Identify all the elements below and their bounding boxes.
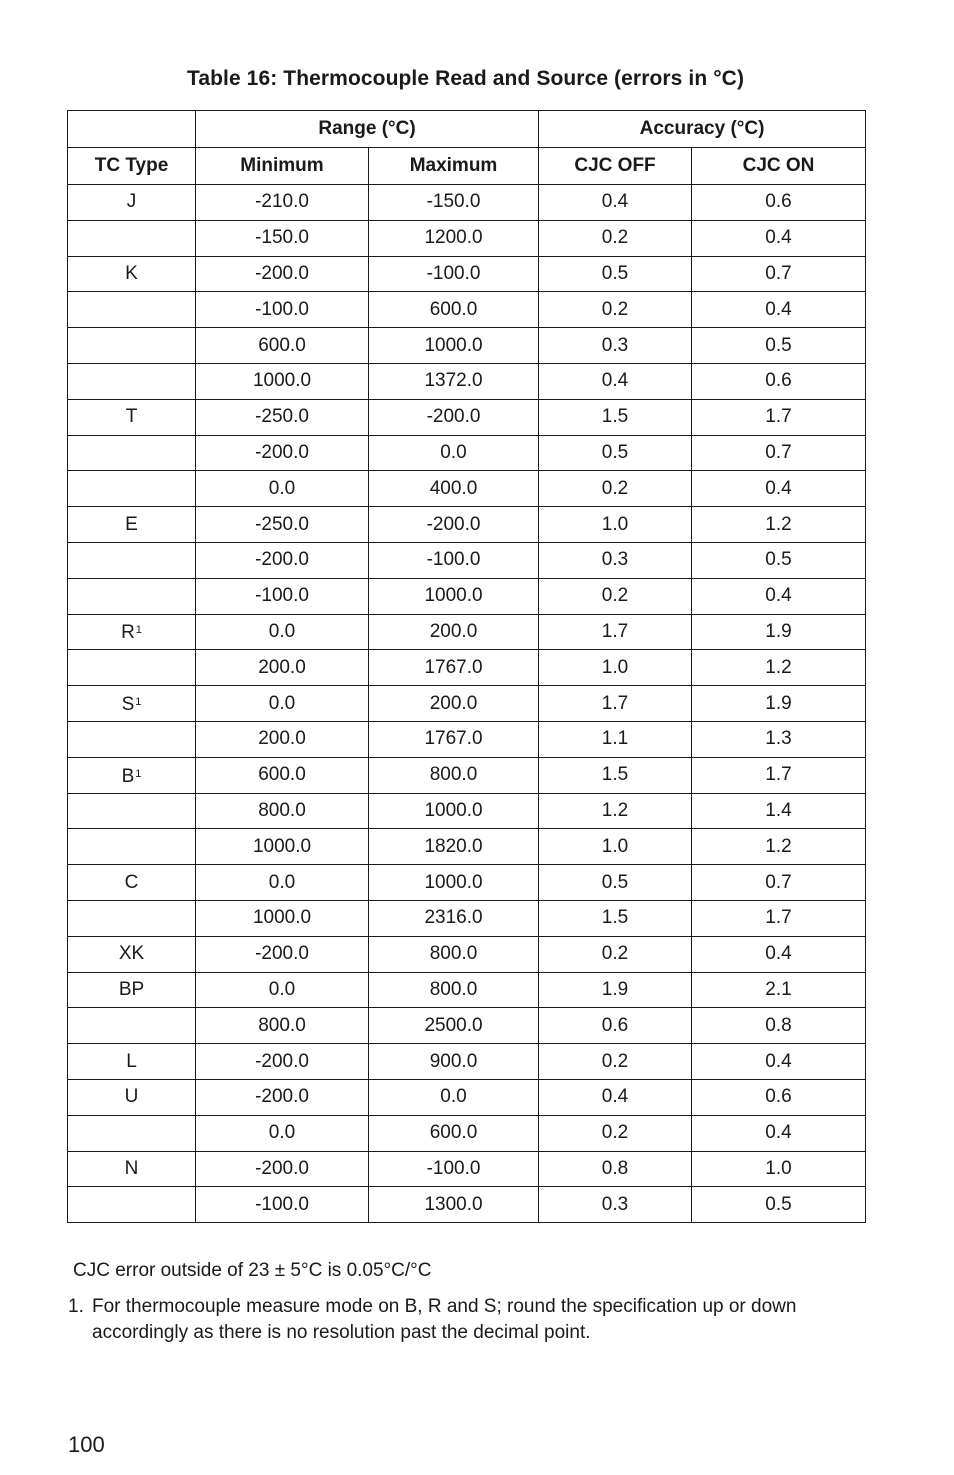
tc-type-label: L	[126, 1050, 137, 1072]
minimum-cell: 0.0	[196, 471, 369, 507]
cjc-off-cell: 1.0	[539, 507, 692, 543]
column-header-cjc-off: CJC OFF	[539, 148, 692, 185]
tc-type-label: K	[125, 262, 138, 284]
table-row	[68, 829, 866, 865]
tc-type-cell	[68, 972, 196, 1008]
cjc-on-cell: 2.1	[692, 972, 866, 1008]
cjc-error-note: CJC error outside of 23 ± 5°C is 0.05°C/°C	[73, 1260, 432, 1281]
cjc-off-cell: 0.6	[539, 1008, 692, 1044]
table-row	[68, 328, 866, 364]
cjc-off-cell: 1.7	[539, 686, 692, 722]
tc-type-cell	[68, 542, 196, 578]
minimum-cell: 0.0	[196, 972, 369, 1008]
table-row	[68, 972, 866, 1008]
cjc-off-cell: 0.2	[539, 936, 692, 972]
table-row	[68, 185, 866, 221]
tc-type-cell	[68, 256, 196, 292]
cjc-on-cell: 1.9	[692, 614, 866, 650]
minimum-cell: -200.0	[196, 1151, 369, 1187]
tc-type-cell	[68, 328, 196, 364]
cjc-off-cell: 0.5	[539, 256, 692, 292]
maximum-cell: 2500.0	[369, 1008, 539, 1044]
table-row	[68, 650, 866, 686]
tc-type-cell	[68, 757, 196, 793]
maximum-cell: 1372.0	[369, 363, 539, 399]
accuracy-group-header: Accuracy (°C)	[539, 111, 866, 148]
tc-type-label: J	[126, 191, 137, 213]
tc-type-cell	[68, 435, 196, 471]
tc-type-cell	[68, 399, 196, 435]
cjc-off-cell: 0.2	[539, 292, 692, 328]
minimum-cell: -100.0	[196, 1187, 369, 1223]
table-row	[68, 1151, 866, 1187]
tc-type-cell	[68, 471, 196, 507]
table-row	[68, 256, 866, 292]
maximum-cell: 800.0	[369, 936, 539, 972]
table-row	[68, 471, 866, 507]
tc-type-cell	[68, 936, 196, 972]
cjc-on-cell: 0.5	[692, 1187, 866, 1223]
footnote-marker: 1	[135, 767, 142, 780]
page-number: 100	[68, 1432, 105, 1457]
maximum-cell: 1000.0	[369, 578, 539, 614]
column-header-tc-type: TC Type	[68, 148, 196, 185]
column-header-maximum: Maximum	[369, 148, 539, 185]
maximum-cell: 1000.0	[369, 865, 539, 901]
footnote-marker: 1	[135, 624, 142, 637]
column-header-cjc-on: CJC ON	[692, 148, 866, 185]
maximum-cell: -100.0	[369, 542, 539, 578]
table-body	[68, 185, 866, 1223]
tc-type-cell	[68, 829, 196, 865]
cjc-on-cell: 0.4	[692, 936, 866, 972]
tc-type-label: T	[125, 406, 138, 428]
maximum-cell: 200.0	[369, 614, 539, 650]
cjc-off-cell: 1.0	[539, 829, 692, 865]
minimum-cell: 0.0	[196, 686, 369, 722]
tc-type-label: R	[121, 622, 135, 644]
table-row	[68, 435, 866, 471]
cjc-off-cell: 1.7	[539, 614, 692, 650]
cjc-off-cell: 1.9	[539, 972, 692, 1008]
table-row	[68, 399, 866, 435]
minimum-cell: 0.0	[196, 1115, 369, 1151]
tc-type-cell	[68, 1079, 196, 1115]
maximum-cell: 1767.0	[369, 650, 539, 686]
column-header-minimum: Minimum	[196, 148, 369, 185]
minimum-cell: 800.0	[196, 1008, 369, 1044]
table-row	[68, 721, 866, 757]
table-row	[68, 542, 866, 578]
tc-type-cell	[68, 650, 196, 686]
range-group-header: Range (°C)	[196, 111, 539, 148]
cjc-on-cell: 0.4	[692, 292, 866, 328]
cjc-on-cell: 1.0	[692, 1151, 866, 1187]
cjc-on-cell: 0.6	[692, 185, 866, 221]
tc-type-label: E	[125, 513, 138, 535]
minimum-cell: 200.0	[196, 721, 369, 757]
table-row	[68, 686, 866, 722]
table-title: Table 16: Thermocouple Read and Source (errors in °C)	[186, 67, 745, 90]
cjc-on-cell: 0.6	[692, 1079, 866, 1115]
cjc-off-cell: 0.2	[539, 471, 692, 507]
minimum-cell: 600.0	[196, 757, 369, 793]
minimum-cell: 1000.0	[196, 363, 369, 399]
maximum-cell: -150.0	[369, 185, 539, 221]
tc-type-label: U	[124, 1086, 139, 1108]
minimum-cell: -250.0	[196, 507, 369, 543]
maximum-cell: -100.0	[369, 256, 539, 292]
footnote-1-number: 1.	[68, 1296, 84, 1317]
tc-type-cell	[68, 686, 196, 722]
cjc-off-cell: 0.8	[539, 1151, 692, 1187]
cjc-off-cell: 1.5	[539, 399, 692, 435]
maximum-cell: 200.0	[369, 686, 539, 722]
cjc-on-cell: 1.7	[692, 900, 866, 936]
minimum-cell: -200.0	[196, 1044, 369, 1080]
tc-type-cell	[68, 721, 196, 757]
maximum-cell: 1767.0	[369, 721, 539, 757]
maximum-cell: 0.0	[369, 435, 539, 471]
tc-type-cell	[68, 292, 196, 328]
minimum-cell: 0.0	[196, 614, 369, 650]
cjc-off-cell: 1.2	[539, 793, 692, 829]
table-row	[68, 614, 866, 650]
cjc-off-cell: 0.2	[539, 578, 692, 614]
tc-type-cell	[68, 1151, 196, 1187]
minimum-cell: 1000.0	[196, 900, 369, 936]
cjc-on-cell: 0.7	[692, 256, 866, 292]
footnote-1	[68, 1294, 868, 1346]
cjc-on-cell: 1.7	[692, 757, 866, 793]
minimum-cell: -150.0	[196, 220, 369, 256]
tc-type-cell	[68, 900, 196, 936]
cjc-on-cell: 0.6	[692, 363, 866, 399]
maximum-cell: 900.0	[369, 1044, 539, 1080]
minimum-cell: -200.0	[196, 435, 369, 471]
table-row	[68, 1079, 866, 1115]
cjc-on-cell: 0.5	[692, 328, 866, 364]
cjc-off-cell: 0.4	[539, 185, 692, 221]
maximum-cell: -200.0	[369, 507, 539, 543]
cjc-on-cell: 1.4	[692, 793, 866, 829]
table-row	[68, 757, 866, 793]
cjc-on-cell: 1.9	[692, 686, 866, 722]
tc-type-cell	[68, 507, 196, 543]
cjc-off-cell: 0.5	[539, 865, 692, 901]
table-row	[68, 936, 866, 972]
maximum-cell: 1200.0	[369, 220, 539, 256]
minimum-cell: 600.0	[196, 328, 369, 364]
tc-type-label: BP	[118, 978, 145, 1000]
cjc-on-cell: 0.4	[692, 1044, 866, 1080]
cjc-off-cell: 1.5	[539, 757, 692, 793]
cjc-off-cell: 0.5	[539, 435, 692, 471]
cjc-off-cell: 0.3	[539, 1187, 692, 1223]
table-row	[68, 1115, 866, 1151]
maximum-cell: 400.0	[369, 471, 539, 507]
cjc-on-cell: 0.4	[692, 1115, 866, 1151]
tc-type-cell	[68, 578, 196, 614]
minimum-cell: -200.0	[196, 256, 369, 292]
tc-type-cell	[68, 1008, 196, 1044]
cjc-on-cell: 1.3	[692, 721, 866, 757]
minimum-cell: -100.0	[196, 292, 369, 328]
minimum-cell: -200.0	[196, 542, 369, 578]
thermocouple-table	[67, 110, 866, 1223]
corner-cell	[68, 111, 196, 148]
tc-type-cell	[68, 614, 196, 650]
table-row	[68, 292, 866, 328]
table-row	[68, 865, 866, 901]
cjc-off-cell: 1.0	[539, 650, 692, 686]
tc-type-cell	[68, 865, 196, 901]
maximum-cell: 1000.0	[369, 328, 539, 364]
maximum-cell: 800.0	[369, 757, 539, 793]
cjc-on-cell: 0.4	[692, 578, 866, 614]
cjc-on-cell: 0.8	[692, 1008, 866, 1044]
cjc-on-cell: 0.7	[692, 435, 866, 471]
column-header-row	[68, 148, 866, 185]
maximum-cell: 2316.0	[369, 900, 539, 936]
table-row	[68, 793, 866, 829]
minimum-cell: 800.0	[196, 793, 369, 829]
tc-type-cell	[68, 1044, 196, 1080]
group-header-row	[68, 111, 866, 148]
maximum-cell: -100.0	[369, 1151, 539, 1187]
cjc-off-cell: 0.2	[539, 220, 692, 256]
cjc-off-cell: 0.4	[539, 363, 692, 399]
maximum-cell: 600.0	[369, 1115, 539, 1151]
maximum-cell: 800.0	[369, 972, 539, 1008]
table-row	[68, 578, 866, 614]
minimum-cell: -250.0	[196, 399, 369, 435]
tc-type-label: B	[121, 765, 135, 787]
tc-type-cell	[68, 1115, 196, 1151]
tc-type-label: C	[124, 871, 139, 893]
tc-type-cell	[68, 793, 196, 829]
tc-type-label: S	[121, 694, 135, 716]
cjc-off-cell: 0.3	[539, 542, 692, 578]
tc-type-label: XK	[118, 943, 145, 965]
minimum-cell: 1000.0	[196, 829, 369, 865]
footnote-1-text: For thermocouple measure mode on B, R and S; round the specification up or down accordingly as there is no resolution past the decimal point.	[92, 1296, 797, 1343]
tc-type-cell	[68, 220, 196, 256]
maximum-cell: 1000.0	[369, 793, 539, 829]
cjc-on-cell: 1.2	[692, 650, 866, 686]
cjc-off-cell: 0.4	[539, 1079, 692, 1115]
cjc-off-cell: 1.5	[539, 900, 692, 936]
minimum-cell: -200.0	[196, 936, 369, 972]
table-row	[68, 507, 866, 543]
minimum-cell: 0.0	[196, 865, 369, 901]
minimum-cell: -200.0	[196, 1079, 369, 1115]
table-row	[68, 1008, 866, 1044]
minimum-cell: -210.0	[196, 185, 369, 221]
cjc-on-cell: 0.4	[692, 220, 866, 256]
cjc-on-cell: 0.4	[692, 471, 866, 507]
cjc-on-cell: 0.5	[692, 542, 866, 578]
cjc-off-cell: 0.2	[539, 1115, 692, 1151]
minimum-cell: -100.0	[196, 578, 369, 614]
table-row	[68, 1187, 866, 1223]
cjc-on-cell: 1.2	[692, 507, 866, 543]
maximum-cell: 600.0	[369, 292, 539, 328]
tc-type-label: N	[124, 1157, 139, 1179]
cjc-off-cell: 0.2	[539, 1044, 692, 1080]
tc-type-cell	[68, 1187, 196, 1223]
cjc-off-cell: 1.1	[539, 721, 692, 757]
maximum-cell: 1820.0	[369, 829, 539, 865]
tc-type-cell	[68, 185, 196, 221]
tc-type-cell	[68, 363, 196, 399]
cjc-on-cell: 0.7	[692, 865, 866, 901]
table-row	[68, 900, 866, 936]
cjc-on-cell: 1.7	[692, 399, 866, 435]
cjc-off-cell: 0.3	[539, 328, 692, 364]
table-row	[68, 1044, 866, 1080]
table-row	[68, 220, 866, 256]
minimum-cell: 200.0	[196, 650, 369, 686]
maximum-cell: 0.0	[369, 1079, 539, 1115]
table-row	[68, 363, 866, 399]
maximum-cell: -200.0	[369, 399, 539, 435]
cjc-on-cell: 1.2	[692, 829, 866, 865]
maximum-cell: 1300.0	[369, 1187, 539, 1223]
footnote-marker: 1	[135, 696, 142, 709]
